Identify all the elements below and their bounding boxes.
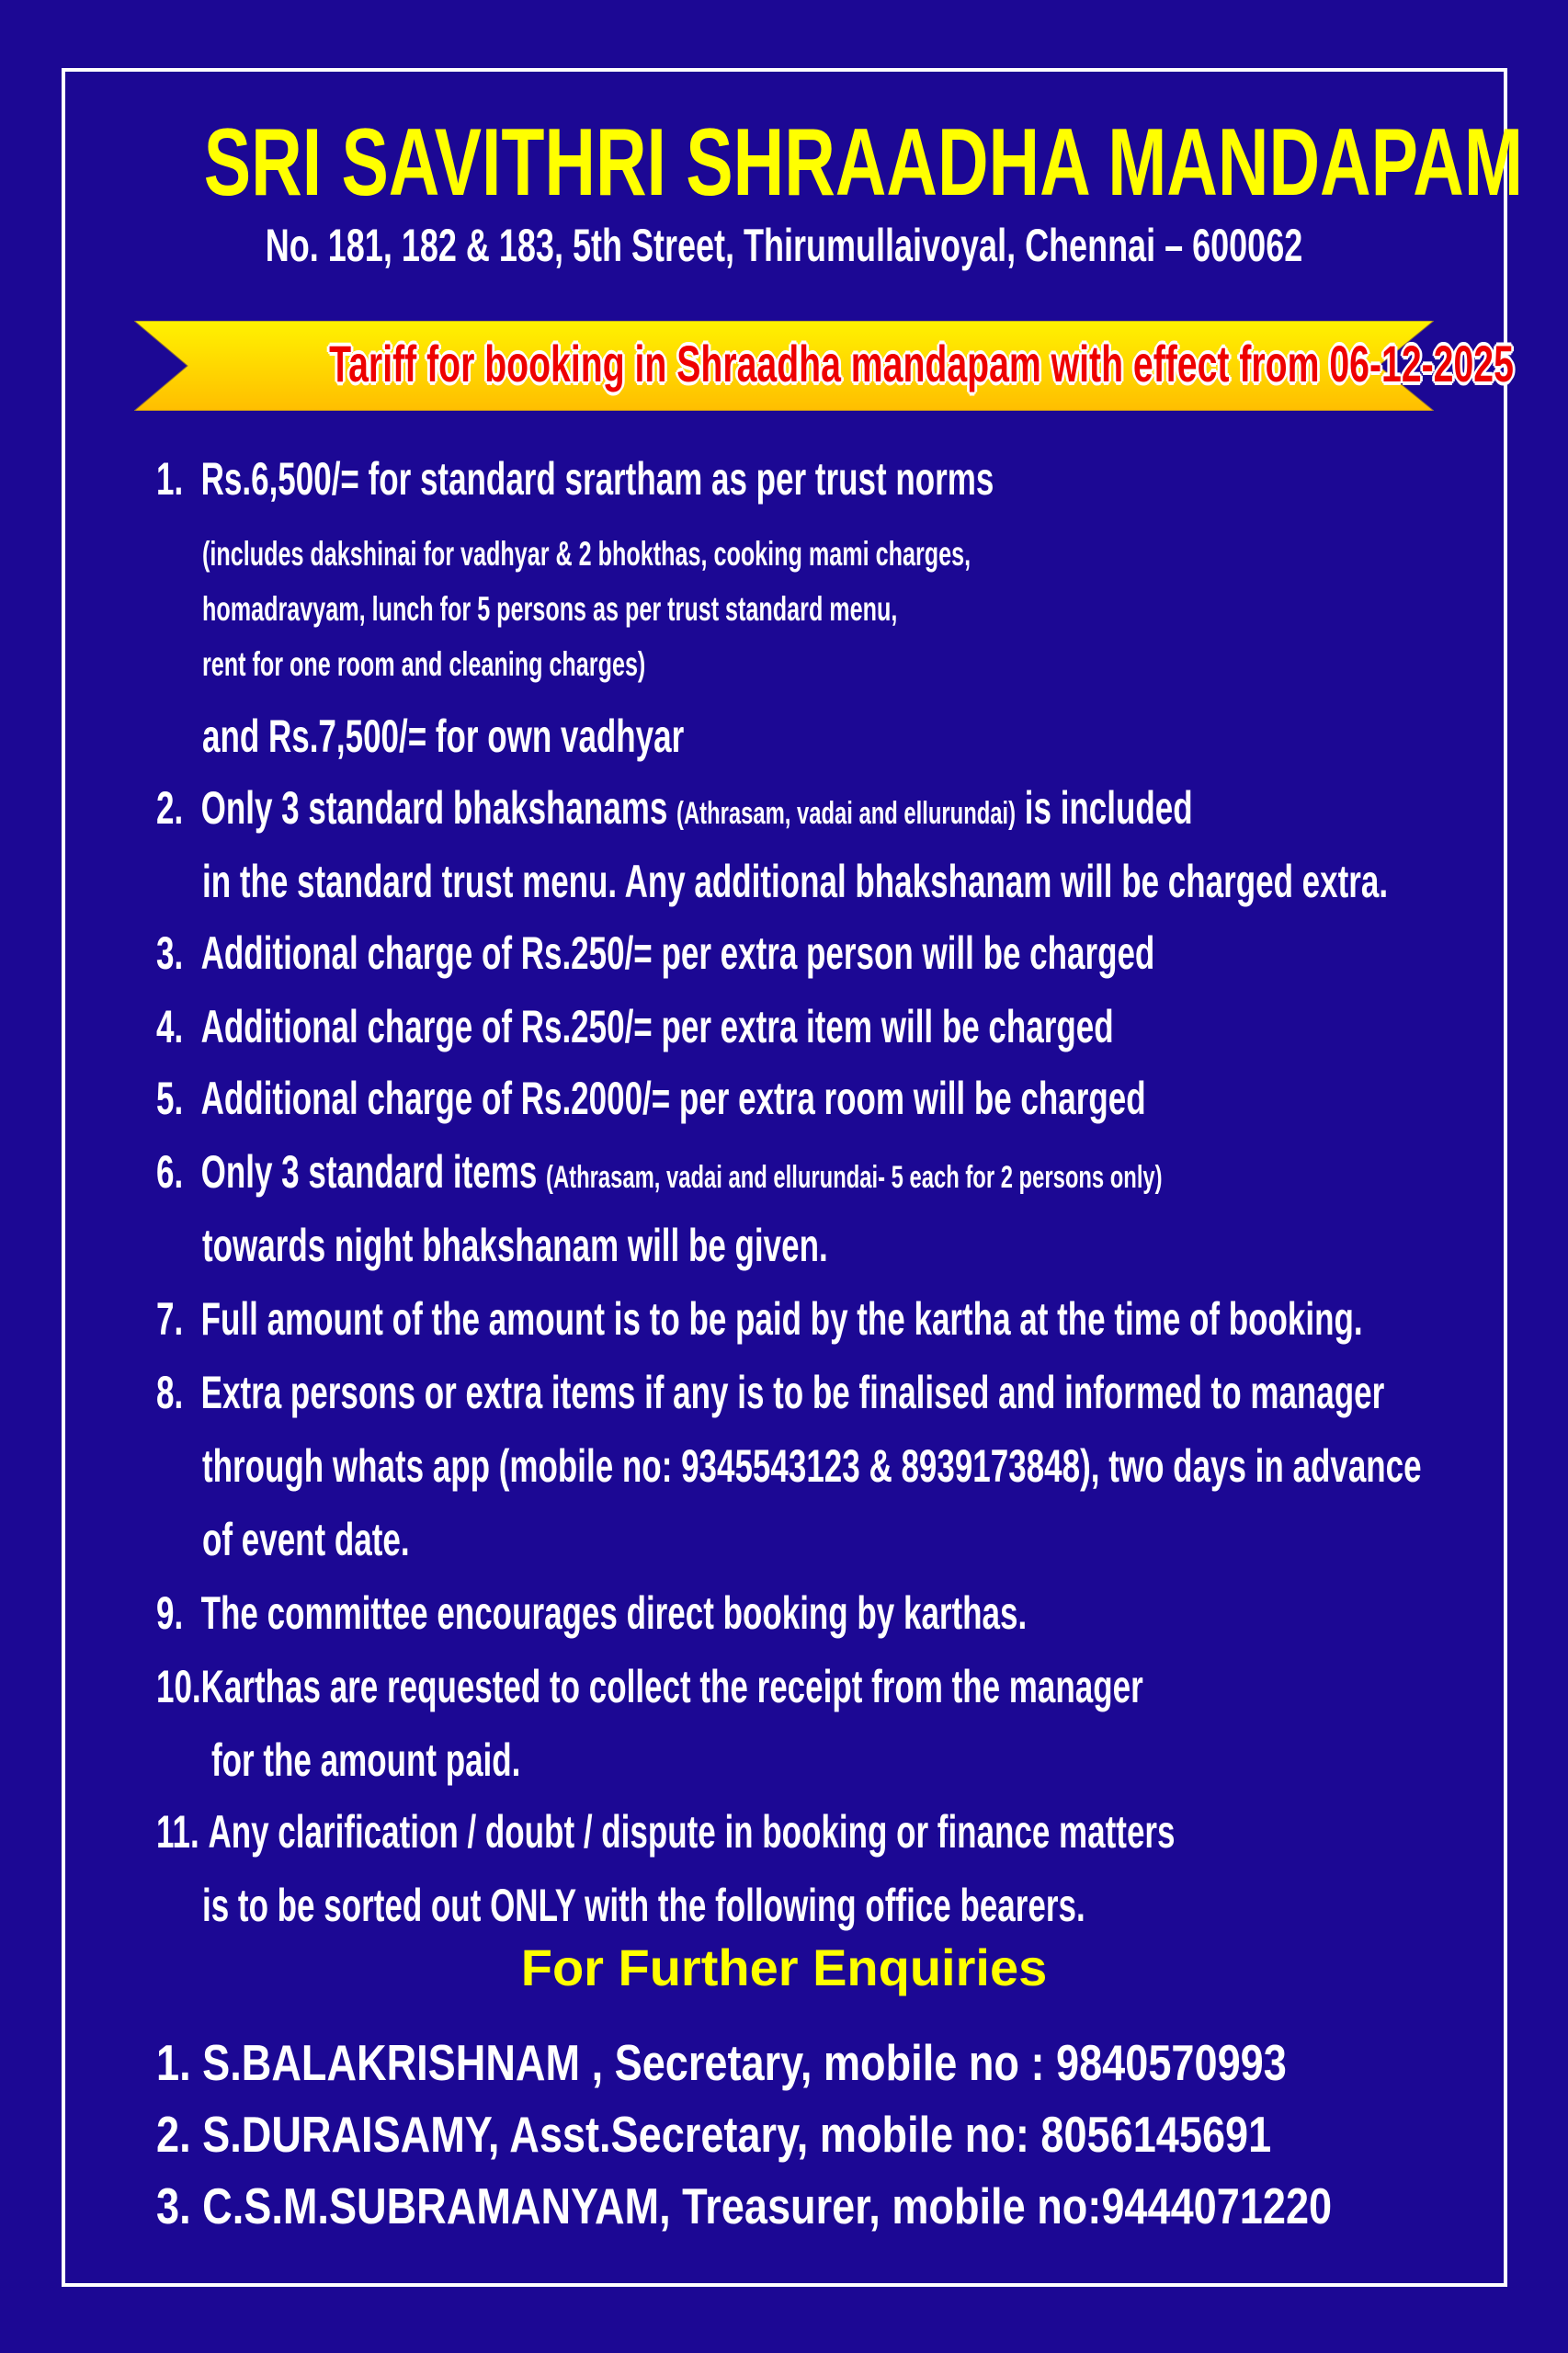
tariff-item-2 bbox=[156, 781, 1193, 835]
tariff-item-3 bbox=[156, 926, 1154, 980]
item-text: Additional charge of Rs.250/= per extra item will be charged bbox=[200, 1001, 1114, 1052]
item-text: Only 3 standard bhakshanams bbox=[200, 782, 668, 834]
item-number: 1. bbox=[156, 453, 184, 505]
item-text: Extra persons or extra items if any is to be finalised and informed to manager bbox=[200, 1367, 1385, 1418]
tariff-heading: Tariff for booking in Shraadha mandapam with effect from 06-12-2025 bbox=[329, 335, 1514, 392]
item-text: Additional charge of Rs.250/= per extra person will be charged bbox=[200, 927, 1155, 979]
item-bhakshanam-list: (Athrasam, vadai and ellurundai) bbox=[676, 796, 1017, 831]
item-number: 7. bbox=[156, 1293, 184, 1345]
venue-address: No. 181, 182 & 183, 5th Street, Thirumullaivoyal, Chennai – 600062 bbox=[265, 220, 1303, 271]
tariff-item-11 bbox=[156, 1805, 1176, 1859]
item-10-continuation: for the amount paid. bbox=[211, 1734, 521, 1786]
tariff-item-5 bbox=[156, 1072, 1146, 1125]
tariff-item-8 bbox=[156, 1366, 1384, 1419]
item-text: Full amount of the amount is to be paid by the kartha at the time of booking. bbox=[200, 1293, 1363, 1345]
tariff-item-9 bbox=[156, 1586, 1027, 1640]
item-text: Any clarification / doubt / dispute in booking or finance matters bbox=[208, 1806, 1176, 1858]
item-1-detail-line-3: rent for one room and cleaning charges) bbox=[202, 645, 646, 683]
item-6-continuation: towards night bhakshanam will be given. bbox=[202, 1220, 828, 1271]
item-1-detail-line-2: homadravyam, lunch for 5 persons as per trust standard menu, bbox=[202, 590, 898, 628]
tariff-ribbon-banner bbox=[134, 321, 1514, 411]
item-2-continuation: in the standard trust menu. Any additional bhakshanam will be charged extra. bbox=[202, 856, 1389, 907]
item-text: Rs.6,500/= for standard srartham as per trust norms bbox=[200, 453, 994, 505]
tariff-item-7 bbox=[156, 1292, 1363, 1346]
contact-asst-secretary: 2. S.DURAISAMY, Asst.Secretary, mobile no: 8056145691 bbox=[156, 2106, 1272, 2163]
item-number: 9. bbox=[156, 1587, 184, 1639]
tariff-item-10 bbox=[156, 1660, 1143, 1713]
enquiries-heading: For Further Enquiries bbox=[520, 1938, 1048, 1996]
item-number: 8. bbox=[156, 1367, 184, 1418]
contact-treasurer: 3. C.S.M.SUBRAMANYAM, Treasurer, mobile no:9444071220 bbox=[156, 2177, 1333, 2234]
item-number: 5. bbox=[156, 1073, 184, 1124]
item-text: Karthas are requested to collect the receipt from the manager bbox=[200, 1661, 1143, 1712]
item-number: 4. bbox=[156, 1001, 184, 1052]
item-text: Additional charge of Rs.2000/= per extra room will be charged bbox=[200, 1073, 1146, 1124]
item-number: 6. bbox=[156, 1146, 184, 1198]
item-night-items-list: (Athrasam, vadai and ellurundai- 5 each for 2 persons only) bbox=[546, 1160, 1163, 1195]
item-11-continuation: is to be sorted out ONLY with the following office bearers. bbox=[202, 1880, 1085, 1931]
tariff-item-4 bbox=[156, 1000, 1114, 1053]
item-number: 3. bbox=[156, 927, 184, 979]
tariff-item-6 bbox=[156, 1145, 1163, 1199]
item-8-continuation: through whats app (mobile no: 9345543123 & 8939173848), two days in advance bbox=[202, 1440, 1422, 1492]
item-1-own-vadhyar: and Rs.7,500/= for own vadhyar bbox=[202, 710, 685, 762]
item-8-continuation-2: of event date. bbox=[202, 1514, 410, 1565]
item-1-detail-line-1: (includes dakshinai for vadhyar & 2 bhokthas, cooking mami charges, bbox=[202, 535, 971, 573]
item-text: The committee encourages direct booking by karthas. bbox=[200, 1587, 1028, 1639]
venue-title: SRI SAVITHRI SHRAADHA MANDAPAM bbox=[203, 109, 1523, 216]
item-text-end: is included bbox=[1024, 782, 1193, 834]
item-text: Only 3 standard items bbox=[200, 1146, 538, 1198]
contact-secretary: 1. S.BALAKRISHNAM , Secretary, mobile no : 9840570993 bbox=[156, 2034, 1287, 2091]
item-number: 11. bbox=[156, 1806, 199, 1858]
tariff-item-1 bbox=[156, 452, 994, 506]
item-number: 10. bbox=[156, 1661, 201, 1712]
item-number: 2. bbox=[156, 782, 184, 834]
